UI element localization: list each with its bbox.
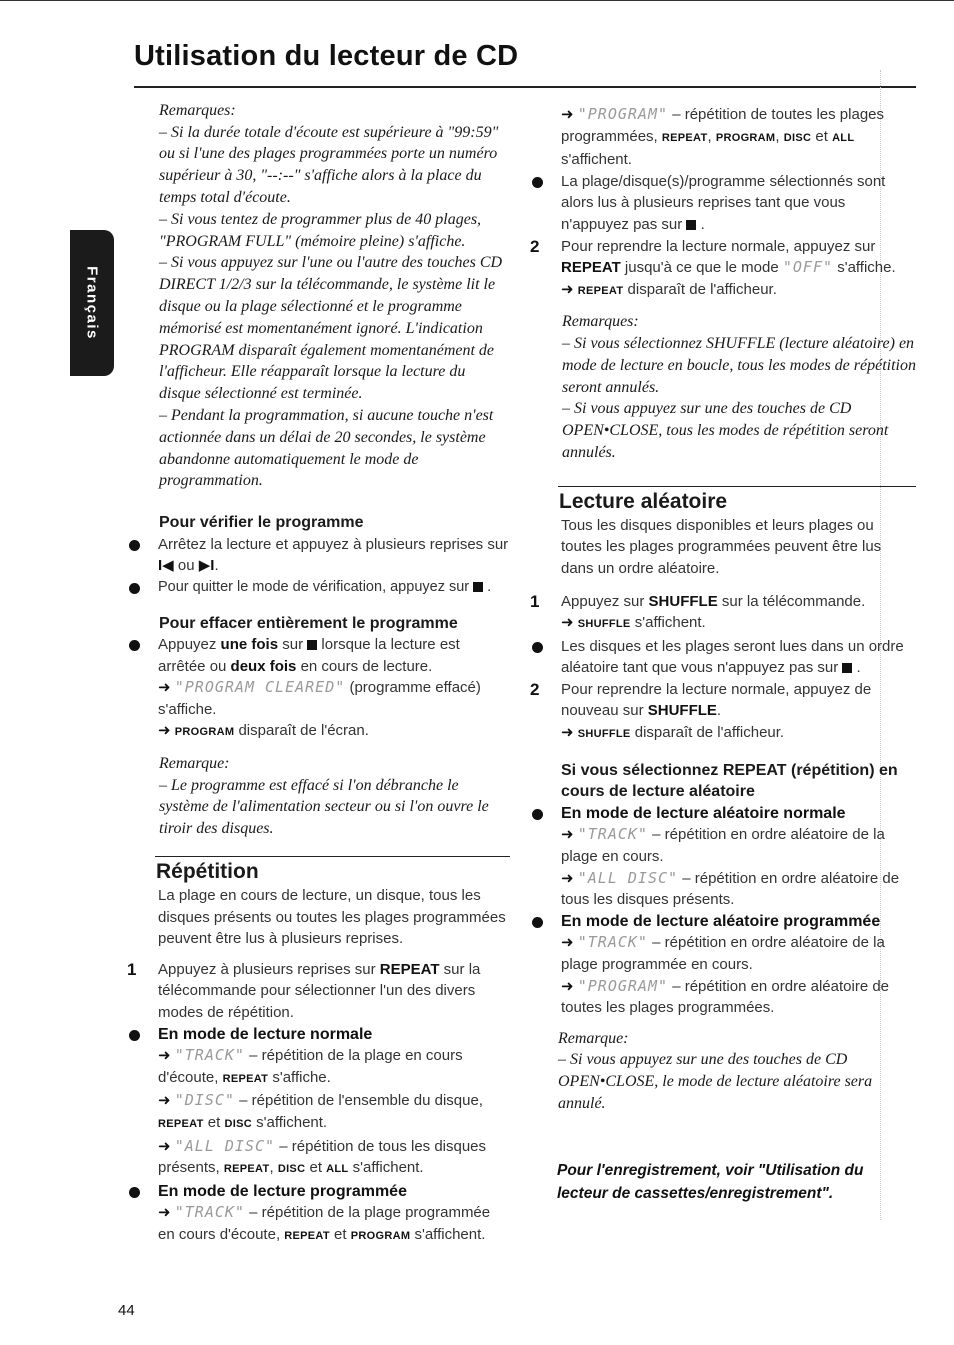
result-line: ➜ SHUFFLE disparaît de l'afficheur. <box>561 724 785 742</box>
result-line: ➜ "DISC" – répétition de l'ensemble du disque, REPEAT et DISC s'affichent. <box>158 1091 483 1131</box>
section-intro: La plage en cours de lecture, un disque, tous les disques présents ou toutes les plages programmées peuvent être lus à plusieurs reprises. <box>158 887 506 948</box>
mode-heading: En mode de lecture aléatoire normale <box>528 803 916 825</box>
list-item: Arrêtez la lecture et appuyez à plusieurs reprises sur I◀ ou ▶I. <box>125 534 510 577</box>
remarks-label: Remarques: <box>562 313 639 331</box>
remark-text: – Le programme est effacé si l'on débranche le système de l'alimentation secteur ou si l'on ouvre le tiroir des disques. <box>159 776 489 838</box>
list-item: Les disques et les plages seront lues dans un ordre aléatoire tant que vous n'appuyez pas sur . <box>528 636 916 679</box>
list-item: Pour quitter le mode de vérification, appuyez sur . <box>125 577 510 599</box>
previous-icon: I◀ <box>158 557 174 575</box>
bullet-icon <box>129 1030 140 1041</box>
bullet-icon <box>532 917 543 928</box>
result-line: ➜ "PROGRAM CLEARED" (programme effacé) s'affiche. <box>158 678 481 718</box>
mode-heading: En mode de lecture programmée <box>125 1181 510 1203</box>
page-number: 44 <box>118 1302 135 1319</box>
stop-icon <box>307 640 317 650</box>
cross-reference-note: Pour l'enregistrement, voir "Utilisation du lecteur de cassettes/enregistrement". <box>557 1161 864 1202</box>
step-item: 1 Appuyez à plusieurs reprises sur REPEAT sur la télécommande pour sélectionner l'un des divers modes de répétition. <box>127 959 481 1022</box>
remark-text: – Pendant la programmation, si aucune touche n'est actionnée dans un délai de 20 secondes, le système abandonne automatiquement le mode de programmation. <box>159 406 494 490</box>
result-line: ➜ "PROGRAM" – répétition de toutes les plages programmées, REPEAT, PROGRAM, DISC et ALL s'affichent. <box>561 105 885 169</box>
remark-text: – Si vous sélectionnez SHUFFLE (lecture aléatoire) en mode de lecture en boucle, tous les modes de répétition seront annulés. <box>562 334 916 396</box>
list-item: Appuyez une fois sur lorsque la lecture est arrêtée ou deux fois en cours de lecture. <box>125 634 510 677</box>
remarks-label: Remarques: <box>159 102 236 119</box>
remark-text: – Si vous appuyez sur l'une ou l'autre des touches CD DIRECT 1/2/3 sur la télécommande, le système lit le disque ou la plage sélectionné et le programme mémorisé est momentanément ignoré. L'indication PROGRAM disparaît également momentanément de l'afficheur. Elle réapparaît lorsque la lecture du disque sélectionné est terminée. <box>159 254 503 403</box>
stop-icon <box>473 582 483 592</box>
arrow-icon: ➜ <box>158 679 171 697</box>
result-line: ➜ "ALL DISC" – répétition de tous les disques présents, REPEAT, DISC et ALL s'affichent. <box>158 1136 487 1177</box>
section-rule <box>155 856 510 857</box>
bullet-icon <box>129 540 140 551</box>
language-tab <box>70 230 114 376</box>
next-icon: ▶I <box>198 557 215 575</box>
bullet-icon <box>532 809 543 820</box>
remark-text: – Si vous tentez de programmer plus de 40 plages, "PROGRAM FULL" (mémoire pleine) s'affiche. <box>159 210 482 250</box>
step-item: 2 Pour reprendre la lecture normale, appuyez de nouveau sur SHUFFLE. <box>530 679 872 720</box>
erase-heading: Pour effacer entièrement le programme <box>159 614 458 632</box>
result-line: ➜ "TRACK" – répétition en ordre aléatoire de la plage en cours. <box>561 825 885 866</box>
result-line: ➜ "PROGRAM" – répétition en ordre aléatoire de toutes les plages programmées. <box>561 976 890 1017</box>
result-line: ➜ REPEAT disparaît de l'afficheur. <box>561 280 777 298</box>
bullet-icon <box>532 177 543 188</box>
repeat-shuffle-heading: Si vous sélectionnez REPEAT (répétition) en cours de lecture aléatoire <box>561 761 898 801</box>
bullet-icon <box>129 583 140 594</box>
language-tab-label: Français <box>83 266 101 340</box>
result-line: ➜ "ALL DISC" – répétition en ordre aléatoire de tous les disques présents. <box>561 868 900 909</box>
top-border <box>0 0 954 1</box>
list-item: La plage/disque(s)/programme sélectionnés sont alors lus à plusieurs reprises tant que vous n'appuyez pas sur . <box>528 171 916 236</box>
section-rule <box>558 486 916 487</box>
remark-text: – Si vous appuyez sur une des touches de CD OPEN•CLOSE, le mode de lecture aléatoire sera annulé. <box>558 1051 873 1112</box>
result-line: ➜ "TRACK" – répétition de la plage programmée en cours d'écoute, REPEAT et PROGRAM s'affichent. <box>158 1203 491 1243</box>
right-column <box>528 104 916 1205</box>
verify-heading: Pour vérifier le programme <box>159 514 364 532</box>
remark-label: Remarque: <box>558 1029 629 1047</box>
result-line: ➜ PROGRAM disparaît de l'écran. <box>158 722 369 740</box>
remark-text: – Si la durée totale d'écoute est supérieure à "99:59" ou si l'une des plages programmées porte un numéro supérieur à 30, "--:--" s'affiche alors à la place du temps total d'écoute. <box>159 123 499 206</box>
result-line: ➜ SHUFFLE s'affichent. <box>561 614 706 632</box>
stop-icon <box>686 220 696 230</box>
mode-heading: En mode de lecture aléatoire programmée <box>528 911 916 933</box>
section-intro: Tous les disques disponibles et leurs plages ou toutes les plages programmées peuvent être lus dans un ordre aléatoire. <box>561 516 882 577</box>
step-item: 1 Appuyez sur SHUFFLE sur la télécommande. <box>530 591 866 611</box>
left-column <box>125 100 510 1248</box>
page-title: Utilisation du lecteur de CD <box>134 40 519 72</box>
section-heading-shuffle: Lecture aléatoire <box>559 489 728 513</box>
remark-text: – Si vous appuyez sur une des touches de CD OPEN•CLOSE, tous les modes de répétition seront annulés. <box>562 400 889 461</box>
stop-icon <box>842 663 852 673</box>
bullet-icon <box>129 1187 140 1198</box>
result-line: ➜ "TRACK" – répétition en ordre aléatoire de la plage programmée en cours. <box>561 933 885 973</box>
result-line: ➜ "TRACK" – répétition de la plage en cours d'écoute, REPEAT s'affiche. <box>158 1046 463 1086</box>
display-text: "PROGRAM CLEARED" <box>174 678 346 697</box>
bullet-icon <box>129 640 140 651</box>
mode-heading: En mode de lecture normale <box>125 1024 510 1046</box>
section-heading-repeat: Répétition <box>156 860 259 884</box>
arrow-icon: ➜ <box>158 722 171 740</box>
remark-label: Remarque: <box>159 755 230 773</box>
bullet-icon <box>532 642 543 653</box>
title-rule <box>134 86 916 88</box>
step-item: 2 Pour reprendre la lecture normale, appuyez sur REPEAT jusqu'à ce que le mode "OFF" s'affiche. <box>530 236 896 277</box>
